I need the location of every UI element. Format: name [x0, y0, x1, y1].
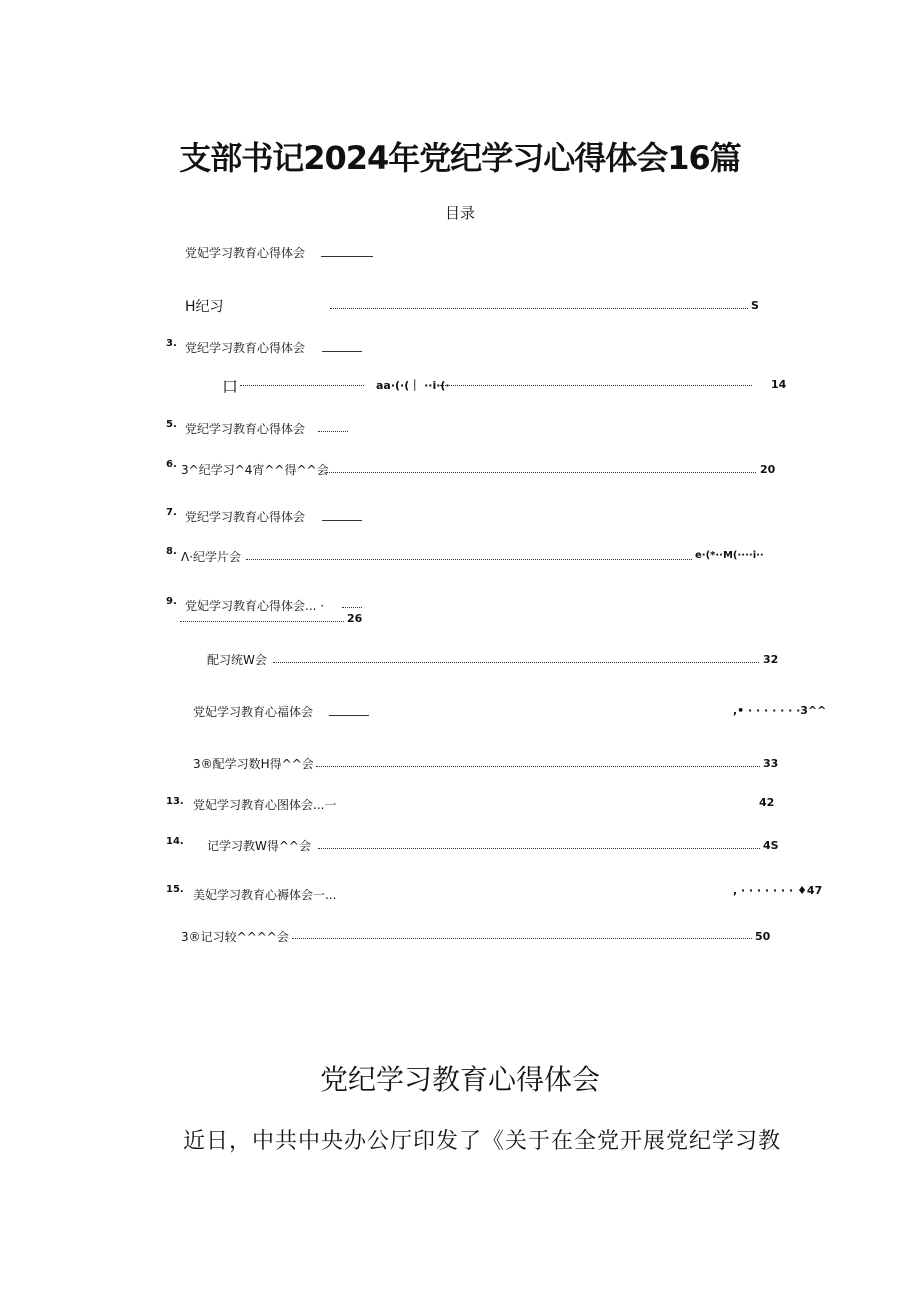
toc-entry-text: 3®记习较^^^^会	[181, 930, 289, 944]
document-title: 支部书记2024年党纪学习心得体会16篇	[179, 139, 741, 177]
toc-leader	[273, 652, 759, 663]
toc-leader	[321, 246, 373, 257]
toc-leader	[292, 928, 752, 939]
toc-heading: 目录	[444, 204, 475, 222]
toc-leader	[330, 298, 748, 309]
toc-entry-text: 党妃学习教育心得体会	[185, 246, 306, 260]
toc-number: 7.	[166, 507, 177, 518]
toc-leader	[322, 341, 362, 352]
toc-leader	[322, 510, 362, 521]
toc-leader	[180, 611, 344, 622]
toc-leader	[240, 375, 364, 386]
toc-page-number: e·(*··M(····i··	[695, 550, 764, 561]
toc-entry-text: 党纪学习教育心得体会	[185, 422, 306, 436]
toc-page-number: S	[751, 299, 759, 312]
toc-entry-text: 党妃学习教育心福体会	[193, 705, 314, 719]
toc-entry-text: 党妃学习教育心图体会...一	[193, 798, 337, 812]
toc-garbled-text: aa·(·(｜ ··i·(·	[376, 379, 450, 392]
toc-number: 13.	[166, 796, 184, 807]
toc-number: 6.	[166, 459, 177, 470]
toc-number: 14.	[166, 836, 184, 847]
toc-page-number: , · · · · · · · ♦47	[733, 884, 823, 897]
toc-entry-text: 党纪学习教育心得体会	[185, 510, 306, 524]
toc-page-number: 4S	[763, 839, 779, 852]
toc-entry-text: 美妃学习教育心褥体会一...	[193, 888, 337, 902]
toc-leader	[318, 838, 760, 849]
toc-leader	[329, 705, 369, 716]
toc-leader	[440, 375, 752, 386]
toc-entry-text: 口	[222, 377, 239, 396]
toc-page-number: ,• · · · · · · ·3^^	[733, 704, 827, 717]
toc-entry-text: 党妃学习教育心得体会... ·	[185, 599, 325, 613]
toc-entry-text: 3®配学习数H得^^会	[193, 757, 314, 771]
toc-number: 5.	[166, 419, 177, 430]
toc-entry-text: 党纪学习教育心得体会	[185, 341, 306, 355]
toc-leader	[326, 462, 756, 473]
toc-entry-text: 记学习教W得^^会	[207, 839, 311, 853]
toc-page-number: 32	[763, 653, 779, 666]
body-paragraph-first-line: 近日，中共中央办公厅印发了《关于在全党开展党纪学习教	[183, 1129, 782, 1154]
toc-entry-text: 配习统W会	[207, 653, 267, 667]
toc-leader	[316, 756, 760, 767]
toc-page-number: 14	[771, 378, 787, 391]
toc-number: 15.	[166, 884, 184, 895]
toc-page-number: 26	[347, 612, 363, 625]
toc-number: 9.	[166, 596, 177, 607]
toc-entry-text: 3^纪学习^4宵^^得^^会	[181, 463, 329, 477]
toc-number: 3.	[166, 338, 177, 349]
toc-page-number: 42	[759, 796, 775, 809]
toc-leader	[342, 597, 362, 608]
toc-leader	[246, 549, 692, 560]
toc-leader	[318, 421, 348, 432]
toc-page-number: 33	[763, 757, 779, 770]
toc-number: 8.	[166, 546, 177, 557]
toc-page-number: 50	[755, 930, 771, 943]
section-title: 党纪学习教育心得体会	[319, 1063, 600, 1096]
toc-entry-text: Λ·纪学片会	[181, 550, 242, 564]
toc-entry-text: H纪习	[185, 299, 224, 315]
toc-page-number: 20	[760, 463, 776, 476]
